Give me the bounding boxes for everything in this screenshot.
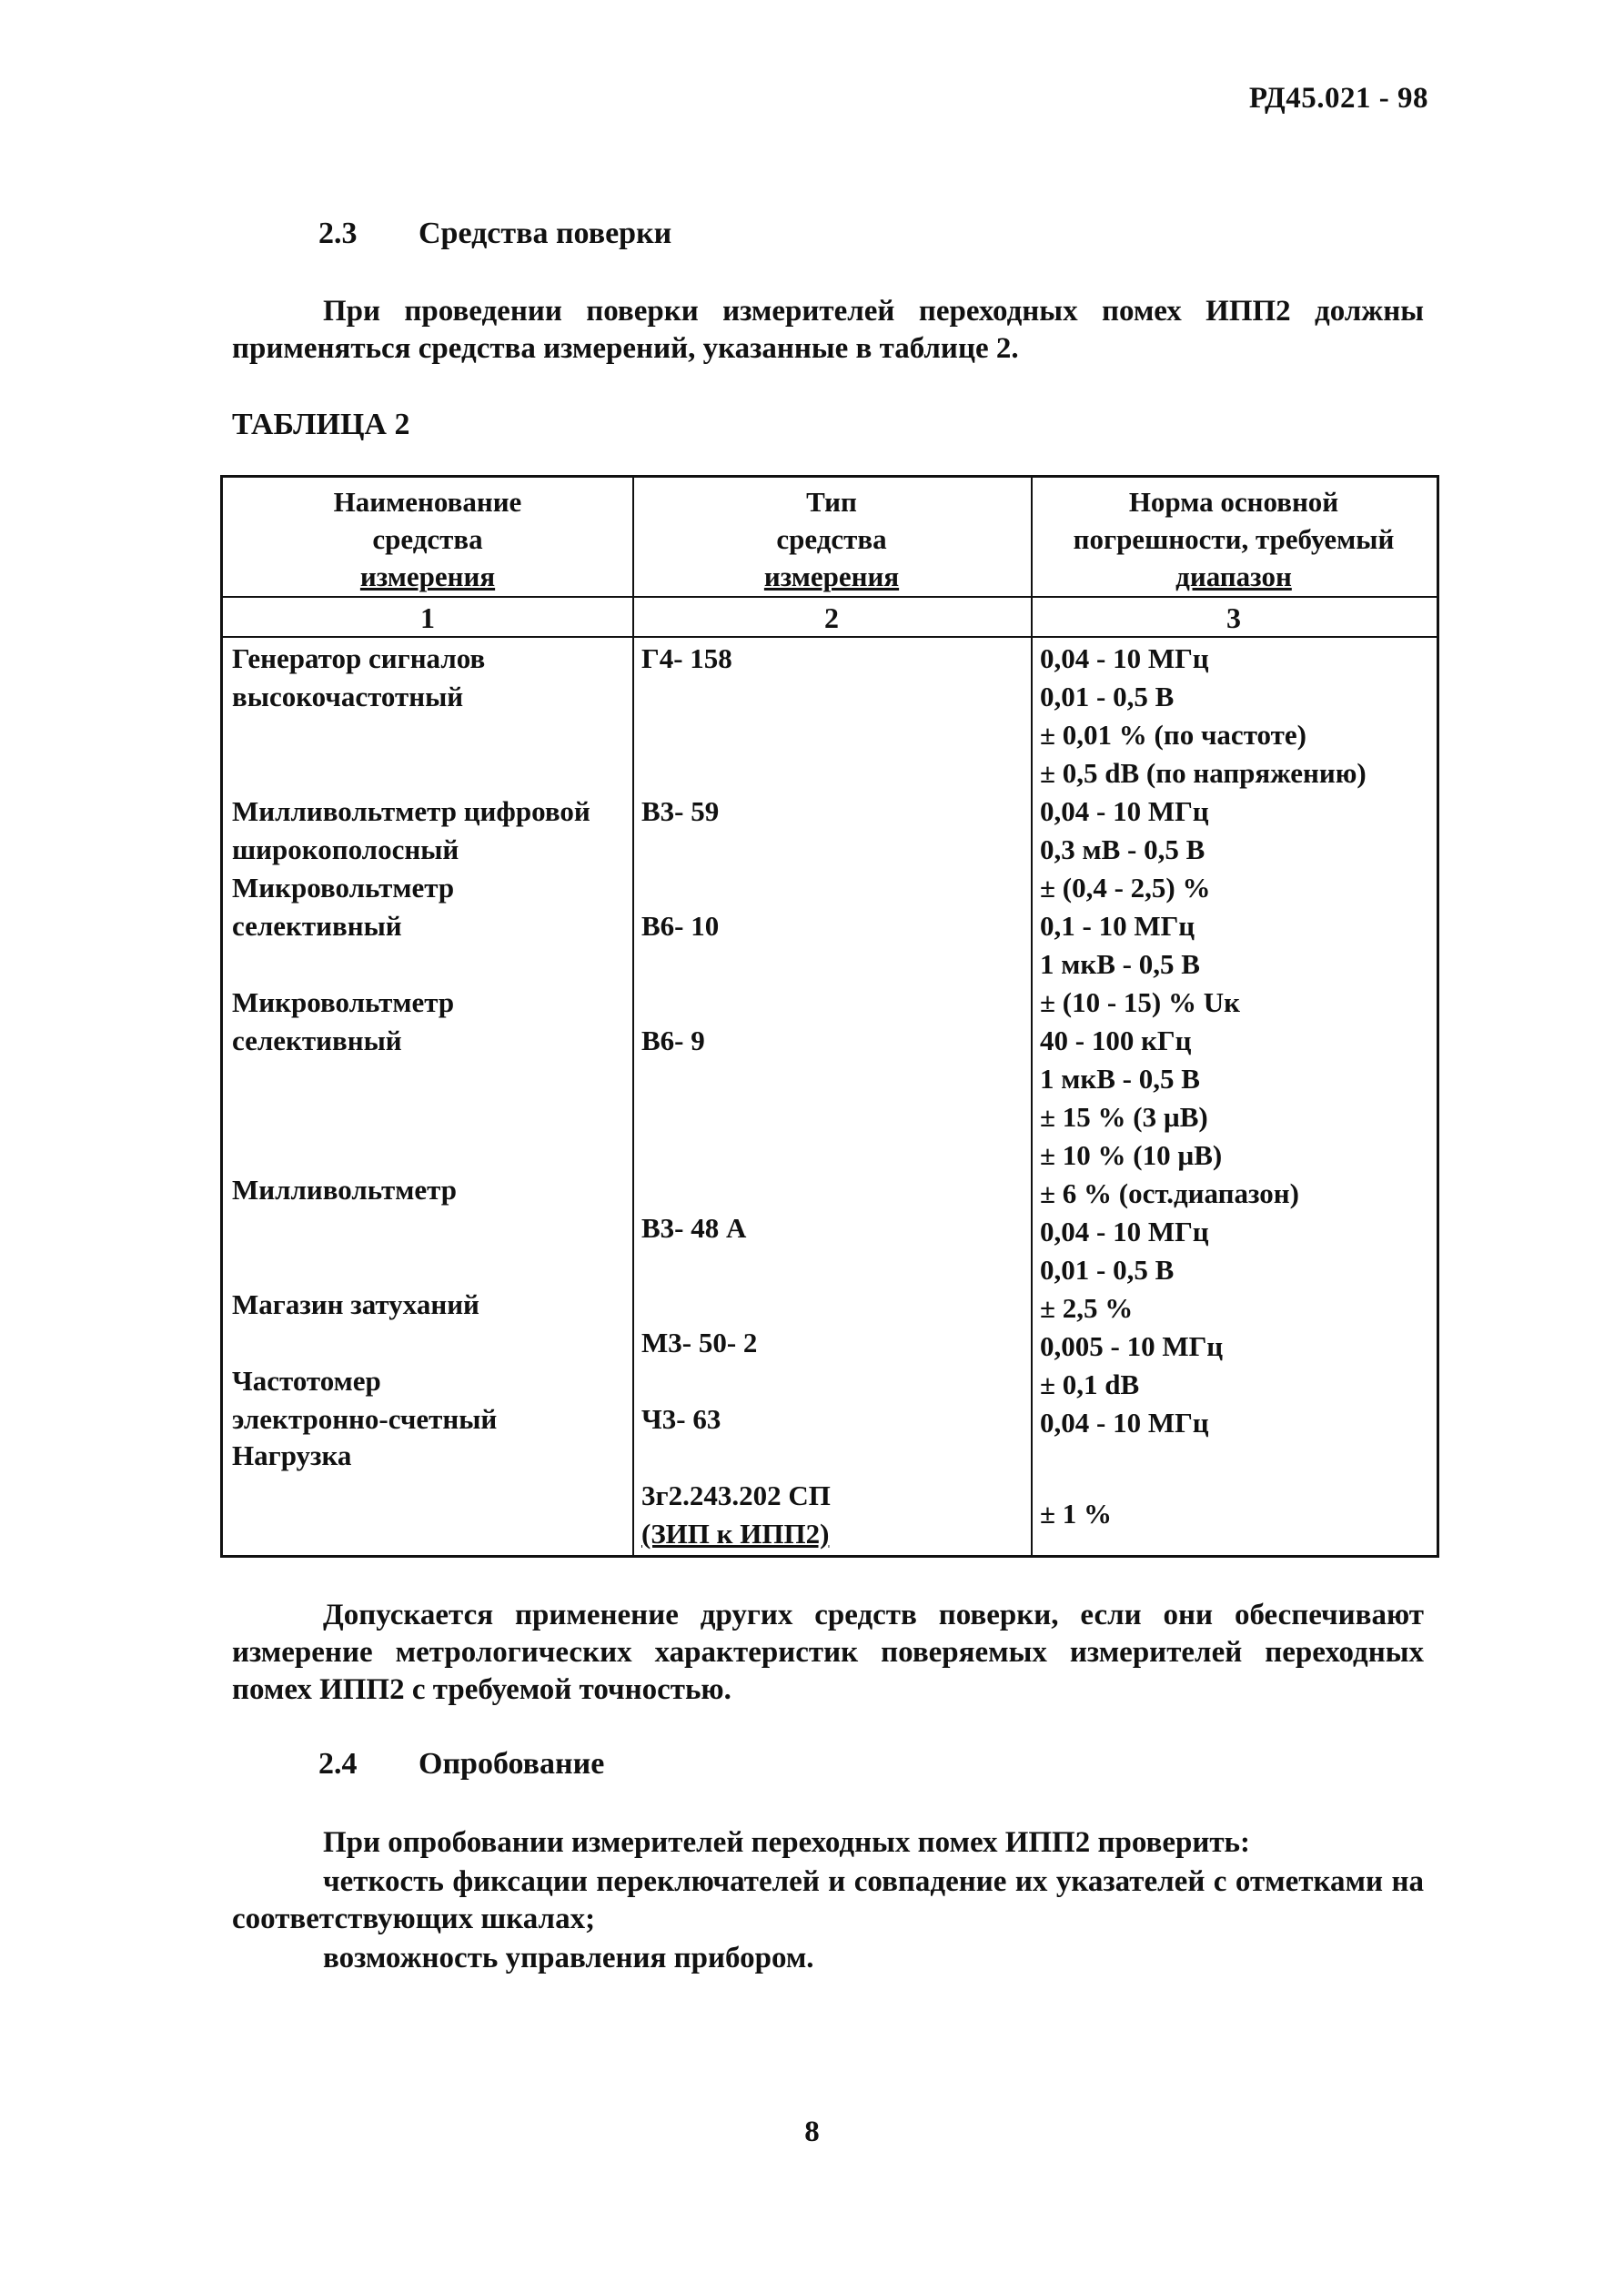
instrument-name: Нагрузка — [232, 1439, 352, 1471]
norm-value: 40 - 100 кГц — [1040, 1025, 1192, 1056]
header-cell-name: Наименование средства измерения — [333, 486, 522, 592]
table-2 — [220, 475, 1439, 1558]
instrument-name: Милливольтметр — [232, 1174, 457, 1206]
instrument-type: Ч3- 63 — [641, 1403, 721, 1435]
instrument-name: широкополосный — [232, 833, 459, 865]
norm-value: 0,04 - 10 МГц — [1040, 795, 1209, 827]
norm-value: ± (0,4 - 2,5) % — [1040, 872, 1211, 904]
norm-value: ± 1 % — [1040, 1498, 1113, 1530]
instrument-type: М3- 50- 2 — [641, 1327, 758, 1358]
section-2-4-item-2: возможность управления прибором. — [323, 1942, 814, 1974]
header-cell-norm: Норма основной погрешности, требуемый диапазон — [1073, 486, 1395, 592]
column-number: 1 — [420, 601, 435, 634]
norm-value: 0,01 - 0,5 В — [1040, 1254, 1175, 1286]
section-number: 2.3 — [318, 217, 358, 250]
norm-value: 0,04 - 10 МГц — [1040, 1216, 1209, 1247]
instrument-name: Магазин затуханий — [232, 1288, 479, 1320]
column-divider — [1031, 478, 1033, 1555]
norm-value: 1 мкВ - 0,5 В — [1040, 1063, 1200, 1095]
norm-value: ± 10 % (10 µВ) — [1040, 1139, 1223, 1171]
norm-value: ± 15 % (3 µВ) — [1040, 1101, 1208, 1133]
norm-value: ± 0,1 dB — [1040, 1368, 1140, 1400]
instrument-name: Микровольтметр — [232, 986, 455, 1018]
instrument-type: В6- 9 — [641, 1025, 705, 1056]
page-number: 8 — [804, 2115, 820, 2148]
norm-value: ± (10 - 15) % Uк — [1040, 986, 1240, 1018]
norm-value: 0,1 - 10 МГц — [1040, 910, 1195, 942]
section-2-4-heading — [318, 1747, 604, 1782]
instrument-name: электронно-счетный — [232, 1403, 498, 1435]
instrument-type: Г4- 158 — [641, 642, 732, 674]
norm-value: ± 0,5 dB (по напряжению) — [1040, 757, 1367, 789]
norm-value: ± 0,01 % (по частоте) — [1040, 719, 1306, 751]
norm-value: 0,005 - 10 МГц — [1040, 1330, 1224, 1362]
section-2-3-heading — [318, 217, 671, 251]
instrument-name: высокочастотный — [232, 681, 464, 712]
document-code: РД45.021 - 98 — [1248, 82, 1428, 115]
instrument-type: В3- 59 — [641, 795, 720, 827]
section-2-4-intro: При опробовании измерителей переходных помех ИПП2 проверить: — [323, 1826, 1250, 1859]
row-divider — [223, 596, 1437, 598]
header-cell-type: Тип средства измерения — [763, 486, 900, 592]
row-divider — [223, 636, 1437, 638]
instrument-name: Генератор сигналов — [232, 642, 486, 674]
norm-value: 0,04 - 10 МГц — [1040, 642, 1209, 674]
norm-value: 1 мкВ - 0,5 В — [1040, 948, 1200, 980]
section-title: Средства поверки — [419, 217, 672, 250]
instrument-type: В6- 10 — [641, 910, 720, 942]
after-table-paragraph: Допускается применение других средств поверки, если они обеспечивают измерение метрологических характеристик поверяемых измерителей переходных помех ИПП2 с требуемой точностью. — [232, 1599, 1424, 1706]
norm-value: ± 2,5 % — [1040, 1292, 1134, 1324]
instrument-type: 3г2.243.202 СП — [641, 1479, 831, 1511]
section-2-4-item-1: четкость фиксации переключателей и совпадение их указателей с отметками на соответствующих шкалах; — [232, 1865, 1424, 1935]
instrument-name: Частотомер — [232, 1365, 381, 1397]
instrument-type: (ЗИП к ИПП2) — [641, 1518, 830, 1550]
instrument-name: Микровольтметр — [232, 872, 455, 904]
table-caption: ТАБЛИЦА 2 — [232, 408, 410, 441]
instrument-name: селективный — [232, 910, 402, 942]
section-title: Опробование — [419, 1747, 605, 1781]
instrument-type: В3- 48 А — [641, 1212, 747, 1244]
column-number: 2 — [824, 601, 839, 634]
norm-value: 0,3 мВ - 0,5 В — [1040, 833, 1205, 865]
norm-value: ± 6 % (ост.диапазон) — [1040, 1177, 1299, 1209]
section-2-3-paragraph: При проведении поверки измерителей переходных помех ИПП2 должны применяться средства измерений, указанные в таблице 2. — [232, 295, 1424, 365]
norm-value: 0,04 - 10 МГц — [1040, 1407, 1209, 1439]
instrument-name: селективный — [232, 1025, 402, 1056]
instrument-name: Милливольтметр цифровой — [232, 795, 590, 827]
section-number: 2.4 — [318, 1747, 358, 1781]
column-number: 3 — [1226, 601, 1241, 634]
column-divider — [632, 478, 634, 1555]
norm-value: 0,01 - 0,5 В — [1040, 681, 1175, 712]
